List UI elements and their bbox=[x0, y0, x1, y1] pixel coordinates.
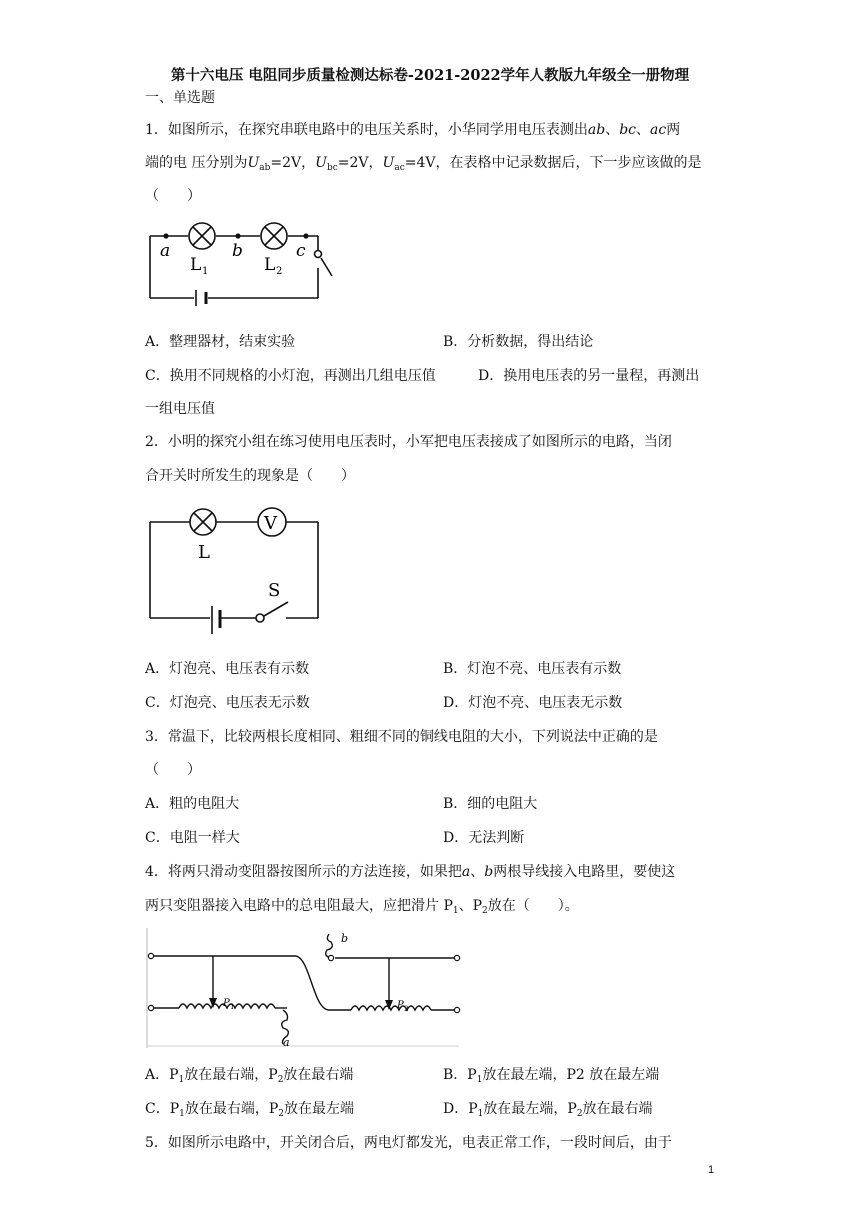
q4-label-b: b bbox=[341, 932, 349, 945]
q4-label-P1-sub: 1 bbox=[230, 1003, 235, 1011]
q1-label-L1-sub: 1 bbox=[202, 266, 209, 277]
q2-label-L: L bbox=[198, 542, 210, 563]
q1-label-L2: L bbox=[264, 255, 276, 275]
q2-stem-line2: 合开关时所发生的现象是（ ） bbox=[145, 468, 355, 484]
page-title: 第十六电压 电阻同步质量检测达标卷-2021-2022学年人教版九年级全一册物理 bbox=[170, 67, 690, 84]
q4-stem-line1: 4．将两只滑动变阻器按图所示的方法连接，如果把a、b两根导线接入电路里，要使这 bbox=[145, 864, 676, 880]
wire-b-coil-icon bbox=[326, 934, 333, 958]
q4-label-P2-sub: 2 bbox=[404, 1005, 409, 1013]
q1-stem-line2: 端的电 压分别为$U_{ab}=2V$，$U_{bc}=2V$，$U_{ac}=4V$，在表格中记录数据后，下一步应该做的是 bbox=[145, 155, 702, 173]
switch-S-contact-icon bbox=[256, 614, 264, 622]
q3-option-c[interactable]: C．电阻一样大 bbox=[145, 830, 240, 846]
q4-option-a[interactable]: A．$P_1$放在最右端，$P_2$放在最右端 bbox=[145, 1067, 354, 1085]
q1-option-d-cont: 一组电压值 bbox=[145, 401, 215, 417]
q2-option-b[interactable]: B．灯泡不亮、电压表有示数 bbox=[443, 661, 622, 677]
q1-label-a: a bbox=[160, 241, 171, 261]
q3-option-b[interactable]: B．细的电阻大 bbox=[443, 796, 538, 812]
q1-option-c[interactable]: C．换用不同规格的小灯泡，再测出几组电压值 bbox=[145, 368, 436, 384]
q1-option-b[interactable]: B．分析数据，得出结论 bbox=[443, 334, 594, 350]
q1-stem-line3: （ ） bbox=[145, 188, 201, 204]
q2-option-c[interactable]: C．灯泡亮、电压表无示数 bbox=[145, 695, 310, 711]
q4-label-a: a bbox=[283, 1036, 290, 1048]
q4-rheostat-diagram bbox=[145, 928, 461, 1048]
section-heading: 一、单选题 bbox=[145, 90, 215, 106]
q1-circuit-diagram bbox=[140, 212, 340, 308]
q1-label-L2-sub: 2 bbox=[276, 266, 283, 277]
page-number: 1 bbox=[708, 1164, 715, 1176]
q4-label-P1: P bbox=[223, 998, 230, 1009]
q1-label-b: b bbox=[232, 241, 243, 261]
q1-stem-line1: 1．如图所示，在探究串联电路中的电压关系时，小华同学用电压表测出ab、bc、ac两 bbox=[145, 122, 681, 138]
q3-option-a[interactable]: A．粗的电阻大 bbox=[145, 796, 240, 812]
q2-label-S: S bbox=[268, 580, 281, 601]
q4-option-d[interactable]: D．$P_1$放在最左端，$P_2$放在最右端 bbox=[443, 1101, 653, 1119]
q2-option-d[interactable]: D．灯泡不亮、电压表无示数 bbox=[443, 695, 623, 711]
q2-label-V: V bbox=[264, 513, 277, 534]
q3-stem-line1: 3．常温下，比较两根长度相同、粗细不同的铜线电阻的大小，下列说法中正确的是 bbox=[145, 729, 658, 745]
q2-stem-line1: 2．小明的探究小组在练习使用电压表时，小军把电压表接成了如图所示的电路，当闭 bbox=[145, 434, 672, 450]
q3-stem-line2: （ ） bbox=[145, 762, 201, 778]
q4-label-P2: P bbox=[397, 1000, 404, 1011]
q1-label-L1: L bbox=[190, 255, 202, 275]
q2-circuit-diagram bbox=[140, 500, 330, 642]
q1-option-a[interactable]: A．整理器材，结束实验 bbox=[145, 334, 296, 350]
q5-stem-line1: 5．如图所示电路中，开关闭合后，两电灯都发光，电表正常工作，一段时间后，由于 bbox=[145, 1135, 672, 1151]
q2-option-a[interactable]: A．灯泡亮、电压表有示数 bbox=[145, 661, 310, 677]
q4-option-b[interactable]: B．$P_1$放在最左端，P2 放在最左端 bbox=[443, 1067, 660, 1085]
q1-label-c: c bbox=[296, 241, 306, 261]
switch-contact-icon bbox=[315, 251, 322, 258]
q1-option-d[interactable]: D．换用电压表的另一量程，再测出 bbox=[478, 368, 700, 384]
q4-option-c[interactable]: C．$P_1$放在最右端，$P_2$放在最左端 bbox=[145, 1101, 355, 1119]
q4-stem-line2: 两只变阻器接入电路中的总电阻最大，应把滑片 $P_1$、$P_2$放在（ ）。 bbox=[145, 898, 579, 916]
q3-option-d[interactable]: D．无法判断 bbox=[443, 830, 525, 846]
